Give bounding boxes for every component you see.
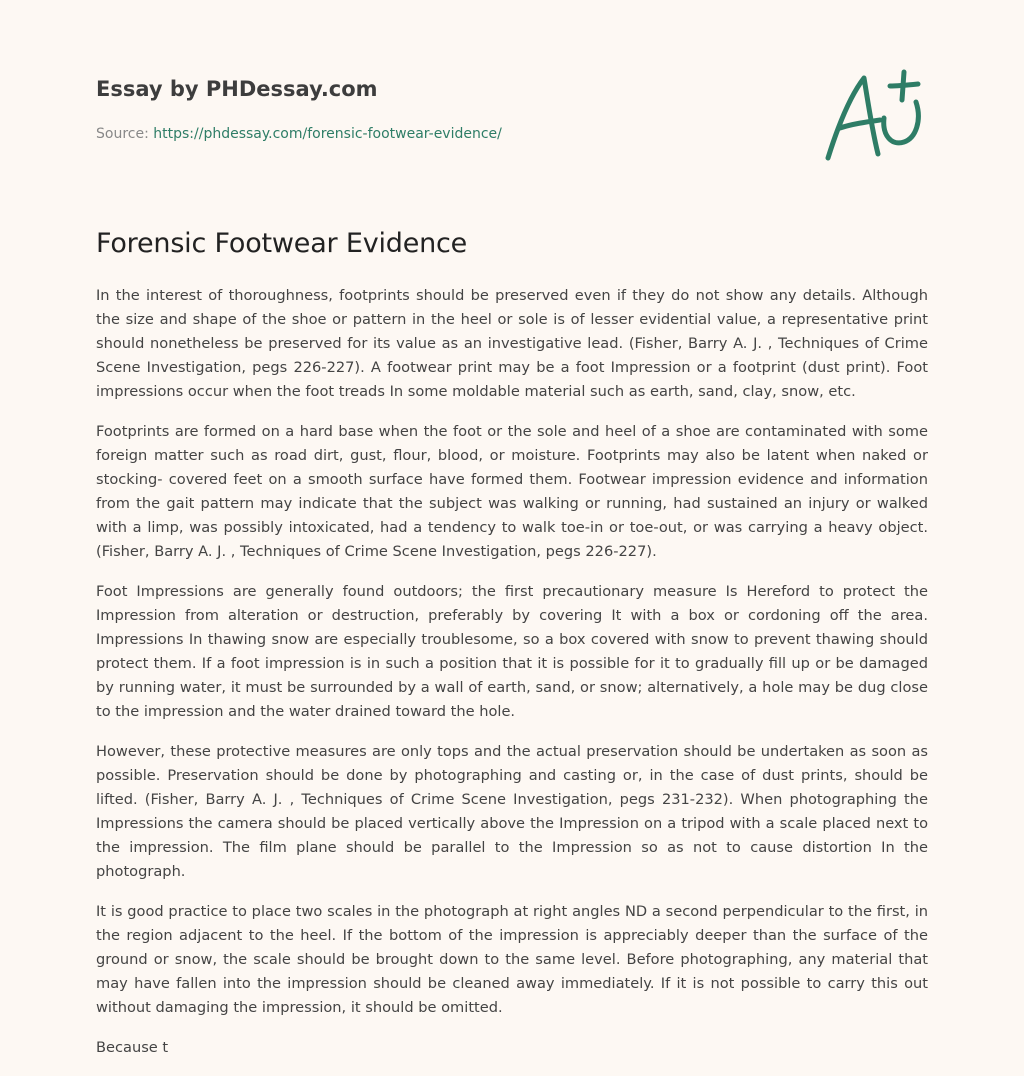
essay-paragraph-truncated: Because t: [96, 1039, 169, 1056]
essay-body: [96, 284, 928, 1076]
essay-paragraph: It is good practice to place two scales in the photograph at right angles ND a second perpendicular to the first, in the region adjacent to the heel. If the bottom of the impression is appreciably deeper than the surface of the ground or snow, the scale should be brought down to the same level. Before photographing, any material that may have fallen into the impression should be cleaned away immediately. If it is not possible to carry this out without damaging the impression, it should be omitted.: [96, 903, 928, 1016]
a-plus-grade-icon: [818, 66, 930, 166]
source-line: [96, 124, 696, 144]
essay-paragraph: In the interest of thoroughness, footprints should be preserved even if they do not show any details. Although the size and shape of the shoe or pattern in the heel or sole is of lesser evidential value, a representative print should nonetheless be preserved for its value as an investigative lead. (Fisher, Barry A. J. , Techniques of Crime Scene Investigation, pegs 226-227). A footwear print may be a foot Impression or a footprint (dust print). Foot impressions occur when the foot treads In some moldable material such as earth, sand, clay, snow, etc.: [96, 287, 928, 400]
brand-title: Essay by PHDessay.com: [96, 77, 378, 101]
essay-paragraph: However, these protective measures are only tops and the actual preservation should be undertaken as soon as possible. Preservation should be done by photographing and casting or, in the case of dust prints, should be lifted. (Fisher, Barry A. J. , Techniques of Crime Scene Investigation, pegs 231-232). When photographing the Impressions the camera should be placed vertically above the Impression on a tripod with a scale placed next to the impression. The film plane should be parallel to the Impression so as not to cause distortion In the photograph.: [96, 743, 928, 880]
essay-paragraph: Footprints are formed on a hard base when the foot or the sole and heel of a shoe are contaminated with some foreign matter such as road dirt, gust, flour, blood, or moisture. Footprints may also be latent when naked or stocking- covered feet on a smooth surface have formed them. Footwear impression evidence and information from the gait pattern may indicate that the subject was walking or running, had sustained an injury or walked with a limp, was possibly intoxicated, had a tendency to walk toe-in or toe-out, or was carrying a heavy object. (Fisher, Barry A. J. , Techniques of Crime Scene Investigation, pegs 226-227).: [96, 423, 928, 560]
essay-title: Forensic Footwear Evidence: [96, 228, 468, 259]
source-label: Source:: [96, 126, 154, 142]
source-link[interactable]: https://phdessay.com/forensic-footwear-evidence/: [153, 126, 502, 142]
essay-paragraph: Foot Impressions are generally found outdoors; the first precautionary measure Is Hereford to protect the Impression from alteration or destruction, preferably by covering It with a box or cordoning off the area. Impressions In thawing snow are especially troublesome, so a box covered with snow to prevent thawing should protect them. If a foot impression is in such a position that it is possible for it to gradually fill up or be damaged by running water, it must be surrounded by a wall of earth, sand, or snow; alternatively, a hole may be dug close to the impression and the water drained toward the hole.: [96, 583, 928, 720]
page-header: [96, 72, 696, 144]
